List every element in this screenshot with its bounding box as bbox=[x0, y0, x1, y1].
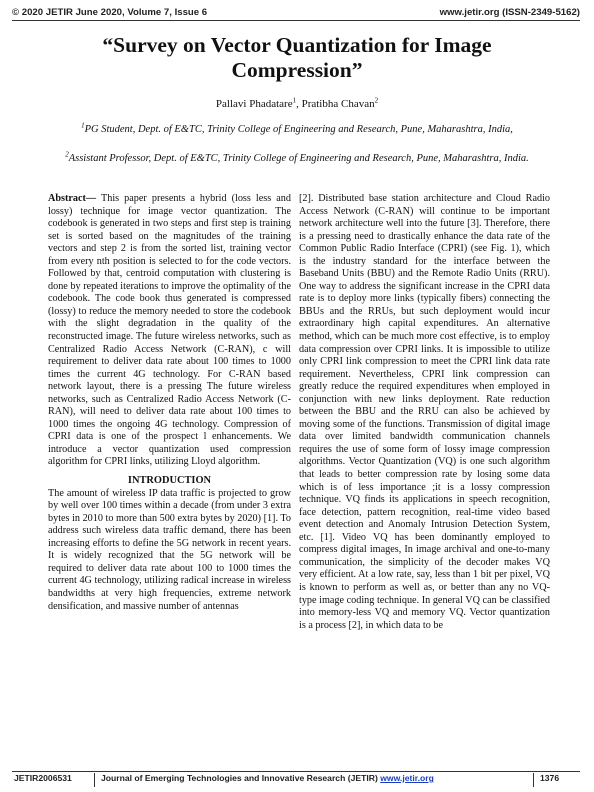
abstract-label: Abstract— bbox=[48, 193, 97, 204]
footer-journal-name: Journal of Emerging Technologies and Innovative Research (JETIR) bbox=[101, 773, 381, 783]
abstract-paragraph bbox=[48, 193, 291, 469]
page-header bbox=[12, 7, 580, 20]
affiliation-2 bbox=[60, 152, 534, 166]
page-footer bbox=[12, 773, 580, 787]
abstract-text: This paper presents a hybrid (loss less and lossy) technique for image vector quantization. The codebook is generated in two steps and first step is training set is sorted based on the magnitudes of the training vectors and step 2 is from the sorted list, training vector from every nth position is selected to for the code vectors. Followed by that, centroid computation with clustering is done by repeated iterations to improve the optimality of the codebook. The code book thus generated is compressed (lossy) to reduce the memory needed to store the codebook with the slight degradation in the quality of the reconstructed image. The future wireless networks, such as Centralized Radio Access Network (C-RAN), c will requirement to deliver data rate about 100 times to 1000 times the current 4G technology. For C-RAN based network layout, there is a pressing The future wireless networks, such as Centralized Radio Access Network (C-RAN), will need to deliver data rate about 100 times to 1000 times the ongoing 4G technology. Compression of CPRI data is one of the prospect l enhancements. We introduce a vector quantization used compression algorithm for CPRI links, utilizing Lloyd algorithm. bbox=[48, 193, 291, 468]
affiliation-1-sup: 1 bbox=[81, 121, 85, 130]
left-column bbox=[48, 193, 291, 613]
introduction-paragraph: The amount of wireless IP data traffic is projected to grow by well over 100 times within a decade (from under 3 extra bytes in 2010 to more than 500 extra bytes by 2020) [1]. To address such wireless data traffic demand, there has been increasing efforts to define the 5G network in recent years. It is widely recognized that the 5G network will be required to deliver data rate about 100 to 1000 times the current 4G technology, utilizing radical increase in wireless bandwidths at very high frequencies, extreme network densification, and massive number of antennas bbox=[48, 487, 291, 612]
header-rule bbox=[12, 20, 580, 21]
footer-page-number: 1376 bbox=[540, 773, 560, 783]
author-1: Pallavi Phadatare bbox=[215, 98, 293, 110]
footer-paper-id: JETIR2006531 bbox=[12, 773, 95, 787]
affiliation-1 bbox=[10, 121, 584, 135]
affiliation-1-text: PG Student, Dept. of E&TC, Trinity College of Engineering and Research, Pune, Maharashtra, India, bbox=[84, 124, 513, 135]
header-citation: © 2020 JETIR June 2020, Volume 7, Issue 6 bbox=[12, 7, 208, 18]
author-1-sup: 1 bbox=[292, 96, 297, 105]
right-column bbox=[299, 193, 550, 632]
introduction-heading: INTRODUCTION bbox=[127, 475, 212, 487]
author-separator: , bbox=[296, 98, 302, 110]
author-2-sup: 2 bbox=[374, 96, 379, 105]
paper-title: “Survey on Vector Quantization for Image Compression” bbox=[102, 33, 492, 82]
introduction-continuation: [2]. Distributed base station architecture and Cloud Radio Access Network (C-RAN) will continue to be important network architecture well into the future [3]. Therefore, there is a pressing need to drastically enhance the data rate of the Common Public Radio Interface (CPRI) (see Fig. 1), which is the industry standard for the interface between the Baseband Units (BBU) and the Remote Radio Units (RRU). One way to address the significant increase in the CPRI data rate is to deploy more links (typically fibers) connecting the BBUs and the RRUs, but such deployment would incur extraordinary high capital expenditures. An alternative method, which can be much more cost effective, is to employ data compression over CPRI links. It is impossible to utilize only CPRI link compression to meet the CPRI link data rate requirement. Nevertheless, CPRI link compression can greatly reduce the required expenditures when employed in conjunction with new links deployment. Rate reduction between the BBU and the RRU can also be achieved by moving some of the functions. Transmission of digital image data over limited bandwidth communication channels requires the use of some form of lossy image compression algorithms. Vector Quantization (VQ) is one such algorithm that leads to better compression rate by losing some data which is of less importance ;it is a lossy compression technique. VQ finds its applications in speech recognition, face detection, pattern recognition, real-time video based event detection and Anomaly Intrusion Detection System, etc. [1]. Video VQ has been dominantly employed to compress digital images, In image archival and one-to-many communication, the simplicity of the decoder makes VQ very efficient. At a low rate, say, less than 1 bit per pixel, VQ is known to perform as well as, or better than any no VQ- type image coding technique. In general VQ can be classified into memory-less VQ and memory VQ. Vector quantization is a process [2], in which data to be bbox=[299, 193, 550, 631]
affiliation-2-sup: 2 bbox=[65, 150, 69, 159]
footer-website-link[interactable]: www.jetir.org bbox=[380, 773, 434, 783]
footer-journal bbox=[95, 773, 534, 787]
footer-rule bbox=[12, 771, 580, 772]
author-line bbox=[0, 98, 594, 110]
header-website: www.jetir.org (ISSN-2349-5162) bbox=[439, 7, 580, 18]
affiliation-2-text: Assistant Professor, Dept. of E&TC, Trinity College of Engineering and Research, Pune, Maharashtra, India. bbox=[68, 153, 529, 164]
author-2: Pratibha Chavan bbox=[301, 98, 375, 110]
